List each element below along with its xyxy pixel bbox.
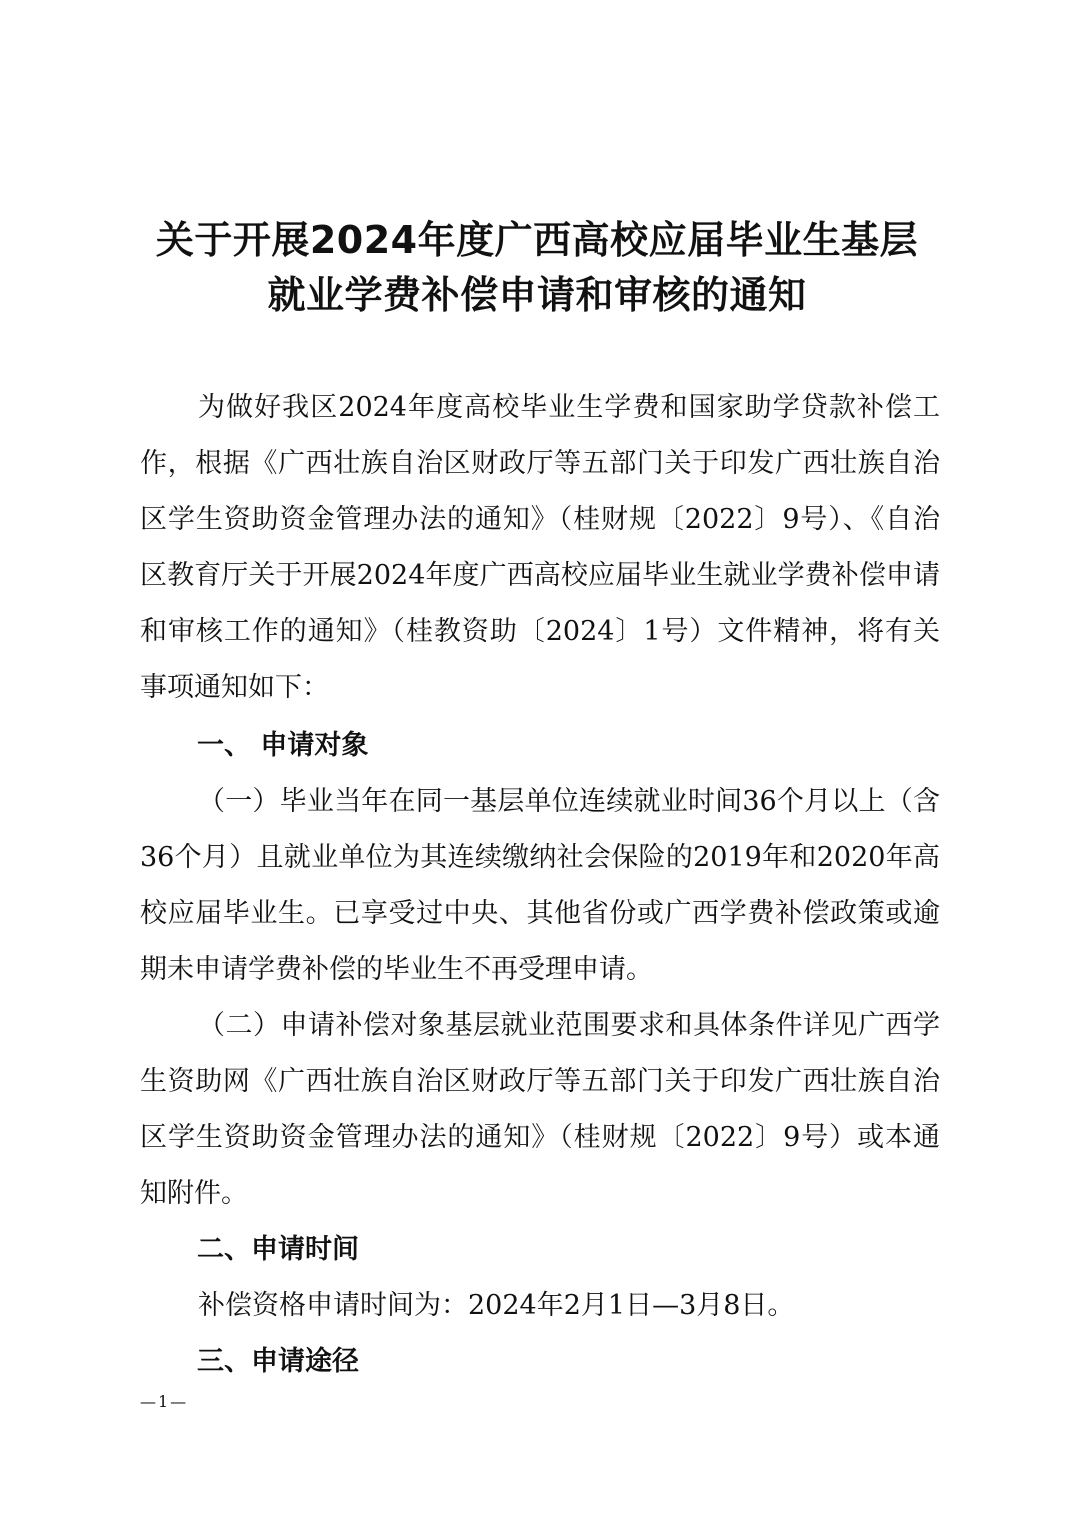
paragraph-applicants-1: （一）毕业当年在同一基层单位连续就业时间36个月以上（含36个月）且就业单位为其连续缴纳社会保险的2019年和2020年高校应届毕业生。已享受过中央、其他省份或广西学费补偿政策或逾期未申请学费补偿的毕业生不再受理申请。 <box>140 786 940 985</box>
section-heading-application-channel: 三、申请途径 <box>197 1346 359 1377</box>
document-title-line-2: 就业学费补偿申请和审核的通知 <box>267 273 807 317</box>
paragraph-applicants-2: （二）申请补偿对象基层就业范围要求和具体条件详见广西学生资助网《广西壮族自治区财政厅等五部门关于印发广西壮族自治区学生资助资金管理办法的通知》（桂财规〔2022〕9号）或本通知附件。 <box>140 1010 940 1209</box>
page-number: —1— <box>140 1392 189 1411</box>
document-title-line-1: 关于开展2024年度广西高校应届毕业生基层 <box>155 218 919 262</box>
section-heading-applicants: 一、 申请对象 <box>197 730 369 761</box>
intro-paragraph: 为做好我区2024年度高校毕业生学费和国家助学贷款补偿工作，根据《广西壮族自治区财政厅等五部门关于印发广西壮族自治区学生资助资金管理办法的通知》（桂财规〔2022〕9号）、《自治区教育厅关于开展2024年度广西高校应届毕业生就业学费补偿申请和审核工作的通知》（桂教资助〔2024〕1号）文件精神，将有关事项通知如下： <box>140 392 940 703</box>
paragraph-application-time: 补偿资格申请时间为：2024年2月1日—3月8日。 <box>198 1290 795 1321</box>
section-heading-application-time: 二、申请时间 <box>197 1234 359 1265</box>
